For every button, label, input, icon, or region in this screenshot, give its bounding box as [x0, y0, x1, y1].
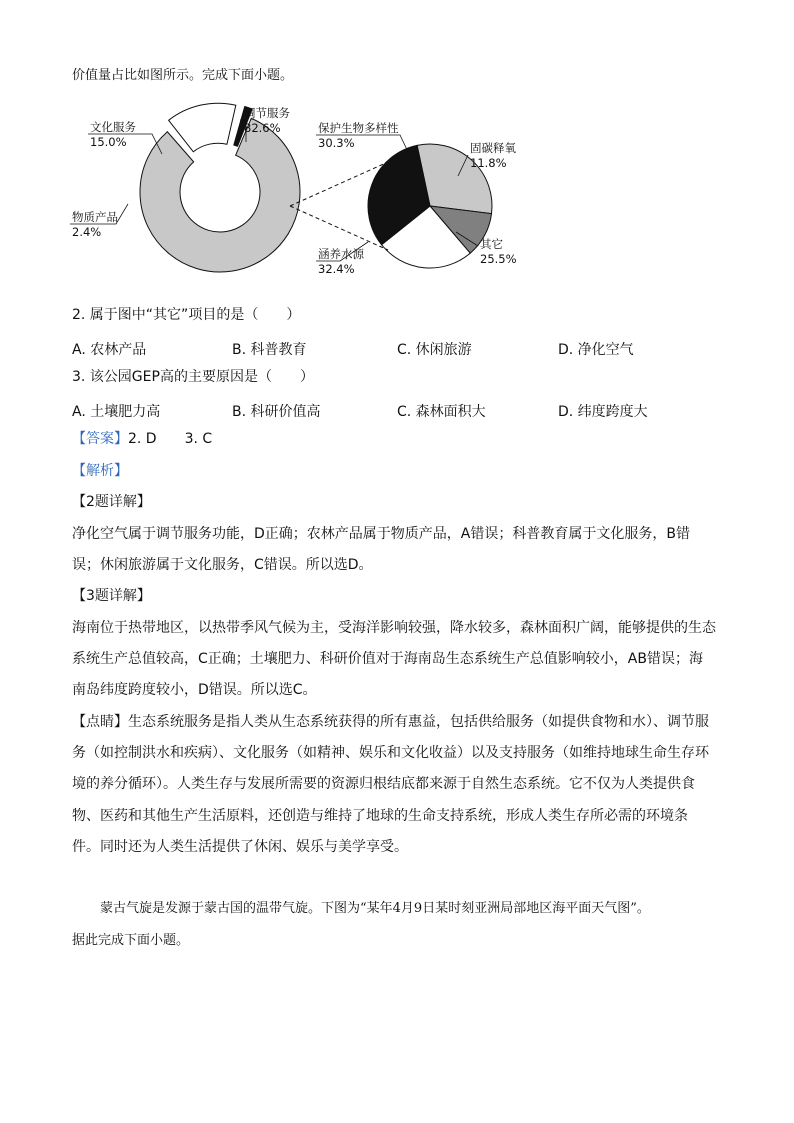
label-value-material: 2.4% — [72, 225, 102, 239]
tip-line-5: 件。同时还为人类生活提供了休闲、娱乐与美学享受。 — [72, 839, 408, 855]
detail-2-label: 【2题详解】 — [72, 494, 151, 510]
detail-2-line-1: 净化空气属于调节服务功能，D正确；农林产品属于物质产品，A错误；科普教育属于文化服务，B错 — [72, 526, 690, 542]
next-intro-line-1: 蒙古气旋是发源于蒙古国的温带气旋。下图为“某年4月9日某时刻亚洲局部地区海平面天气图”。 — [100, 901, 650, 916]
q2-option-a: A. 农林产品 — [72, 342, 147, 358]
label-name-carbon: 固碳释氧 — [470, 141, 516, 155]
label-name-material: 物质产品 — [72, 210, 118, 224]
detail-3-line-1: 海南位于热带地区，以热带季风气候为主，受海洋影响较强，降水较多，森林面积广阔，能够提供的生态 — [72, 620, 716, 636]
analysis-label: 【解析】 — [72, 463, 128, 479]
question-3-stem: 3. 该公园GEP高的主要原因是（ ） — [72, 369, 314, 385]
label-value-regulating: 82.6% — [244, 121, 281, 135]
q2-option-c: C. 休闲旅游 — [397, 342, 472, 358]
label-name-cultural: 文化服务 — [90, 120, 136, 134]
detail-3-line-2: 系统生产总值较高，C正确；土壤肥力、科研价值对于海南岛生态系统生产总值影响较小，AB错误；海 — [72, 651, 703, 667]
answer-value: 2. D 3. C — [128, 431, 213, 447]
label-name-biodiversity: 保护生物多样性 — [318, 121, 399, 135]
label-value-other: 25.5% — [480, 252, 517, 266]
label-value-water: 32.4% — [318, 262, 355, 276]
tip-line-1 — [72, 707, 709, 738]
tip-line-2: 务（如控制洪水和疾病）、文化服务（如精神、娱乐和文化收益）以及支持服务（如维持地球生命生存环 — [72, 745, 709, 761]
label-name-other: 其它 — [480, 237, 503, 251]
next-intro-line-2: 据此完成下面小题。 — [72, 933, 190, 948]
detail-2-line-2: 误；休闲旅游属于文化服务，C错误。所以选D。 — [72, 557, 373, 573]
q3-option-b: B. 科研价值高 — [232, 404, 321, 420]
answer-label: 【答案】 — [72, 431, 128, 447]
label-value-cultural: 15.0% — [90, 135, 127, 149]
q3-option-d: D. 纬度跨度大 — [558, 404, 648, 420]
tip-line-3: 境的养分循环）。人类生存与发展所需要的资源归根结底都来源于自然生态系统。它不仅为人类提供食 — [72, 776, 695, 792]
question-2-stem: 2. 属于图中“其它”项目的是（ ） — [72, 307, 301, 323]
tip-text-1: 生态系统服务是指人类从生态系统获得的所有惠益，包括供给服务（如提供食物和水）、调节服 — [128, 714, 709, 730]
tip-label: 【点睛】 — [72, 714, 128, 730]
label-value-carbon: 11.8% — [470, 156, 507, 170]
detail-3-label: 【3题详解】 — [72, 588, 151, 604]
pie-charts — [70, 100, 540, 280]
label-name-water: 涵养水源 — [318, 247, 364, 261]
label-value-biodiversity: 30.3% — [318, 136, 355, 150]
answer-line — [72, 424, 212, 455]
q2-option-b: B. 科普教育 — [232, 342, 307, 358]
q2-option-d: D. 净化空气 — [558, 342, 634, 358]
q3-option-c: C. 森林面积大 — [397, 404, 486, 420]
detail-3-line-3: 南岛纬度跨度较小，D错误。所以选C。 — [72, 682, 317, 698]
tip-line-4: 物、医药和其他生产生活原料，还创造与维持了地球的生命支持系统，形成人类生存所必需的环境条 — [72, 808, 688, 824]
q3-option-a: A. 土壤肥力高 — [72, 404, 161, 420]
intro-line: 价值量占比如图所示。完成下面小题。 — [72, 68, 294, 83]
label-name-regulating: 调节服务 — [244, 106, 290, 120]
